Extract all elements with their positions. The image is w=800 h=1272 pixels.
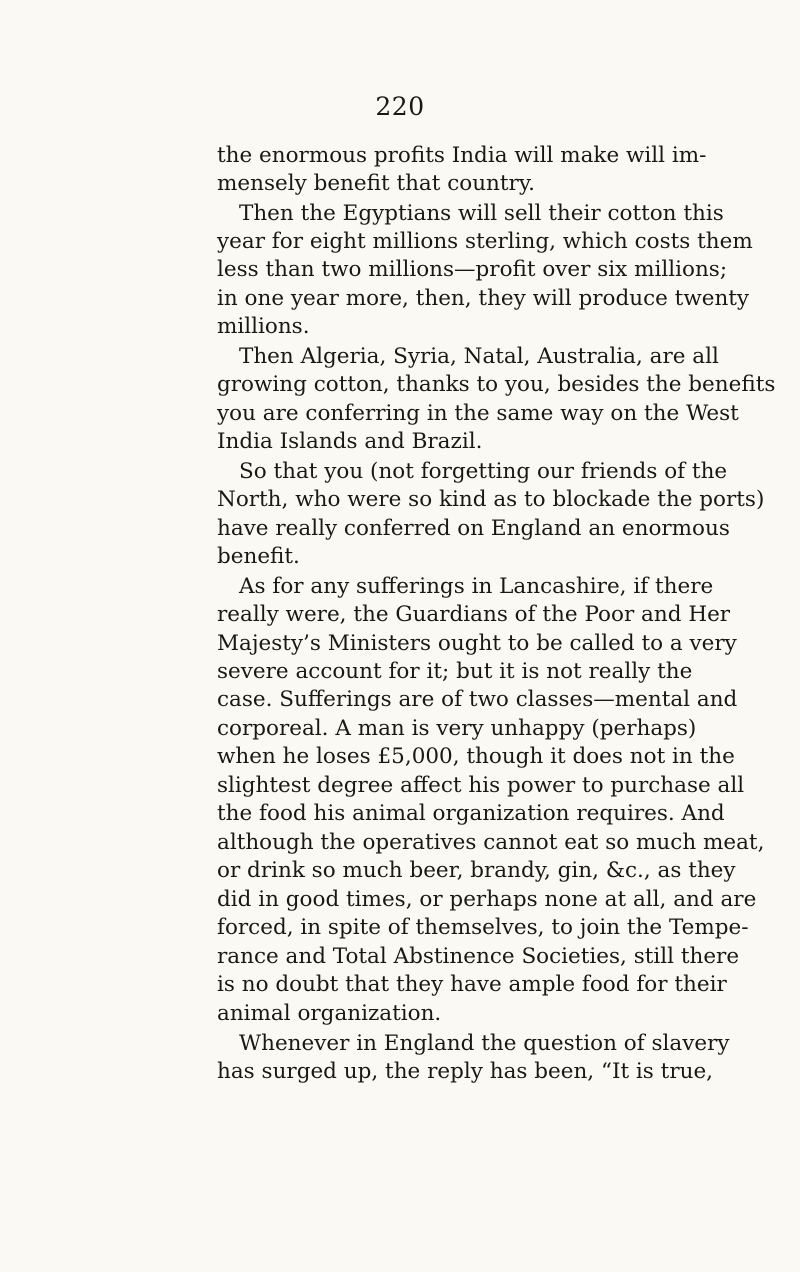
text-line: case. Sufferings are of two classes—mental and <box>217 687 738 712</box>
text-line: the enormous profits India will make will im- <box>217 143 707 168</box>
text-line: in one year more, then, they will produce twenty <box>217 286 750 311</box>
text-line: slightest degree affect his power to purchase all <box>217 773 745 798</box>
text-line: Then Algeria, Syria, Natal, Australia, are all <box>239 344 719 369</box>
text-line: North, who were so kind as to blockade the ports) <box>217 487 765 512</box>
text-line: So that you (not forgetting our friends of the <box>239 459 728 484</box>
text-line: is no doubt that they have ample food for their <box>217 972 727 997</box>
text-line: India Islands and Brazil. <box>217 429 483 454</box>
text-line: you are conferring in the same way on the West <box>217 401 739 426</box>
text-line: mensely benefit that country. <box>217 171 535 196</box>
text-line: year for eight millions sterling, which costs them <box>217 229 753 254</box>
text-line: millions. <box>217 314 310 339</box>
text-line: benefit. <box>217 544 300 569</box>
text-line: did in good times, or perhaps none at all, and are <box>217 887 757 912</box>
text-line: or drink so much beer, brandy, gin, &c., as they <box>217 858 736 883</box>
text-line: has surged up, the reply has been, “It is true, <box>217 1059 714 1084</box>
text-line: less than two millions—profit over six millions; <box>217 257 728 282</box>
text-line: Then the Egyptians will sell their cotton this <box>239 201 724 226</box>
text-line: the food his animal organization requires. And <box>217 801 725 826</box>
text-line: when he loses £5,000, though it does not in the <box>217 744 735 769</box>
text-line: As for any sufferings in Lancashire, if there <box>239 574 714 599</box>
text-line: growing cotton, thanks to you, besides the benefits <box>217 372 776 397</box>
text-line: really were, the Guardians of the Poor and Her <box>217 602 731 627</box>
text-line: corporeal. A man is very unhappy (perhaps) <box>217 716 697 741</box>
text-line: animal organization. <box>217 1001 442 1026</box>
page-number: 220 <box>375 92 425 121</box>
text-line: have really conferred on England an enormous <box>217 516 730 541</box>
text-line: although the operatives cannot eat so much meat, <box>217 830 765 855</box>
text-line: Whenever in England the question of slavery <box>239 1031 730 1056</box>
text-line: Majesty’s Ministers ought to be called to a very <box>217 631 737 656</box>
text-line: rance and Total Abstinence Societies, still there <box>217 944 740 969</box>
text-line: severe account for it; but it is not really the <box>217 659 693 684</box>
text-line: forced, in spite of themselves, to join the Tempe- <box>217 915 749 940</box>
